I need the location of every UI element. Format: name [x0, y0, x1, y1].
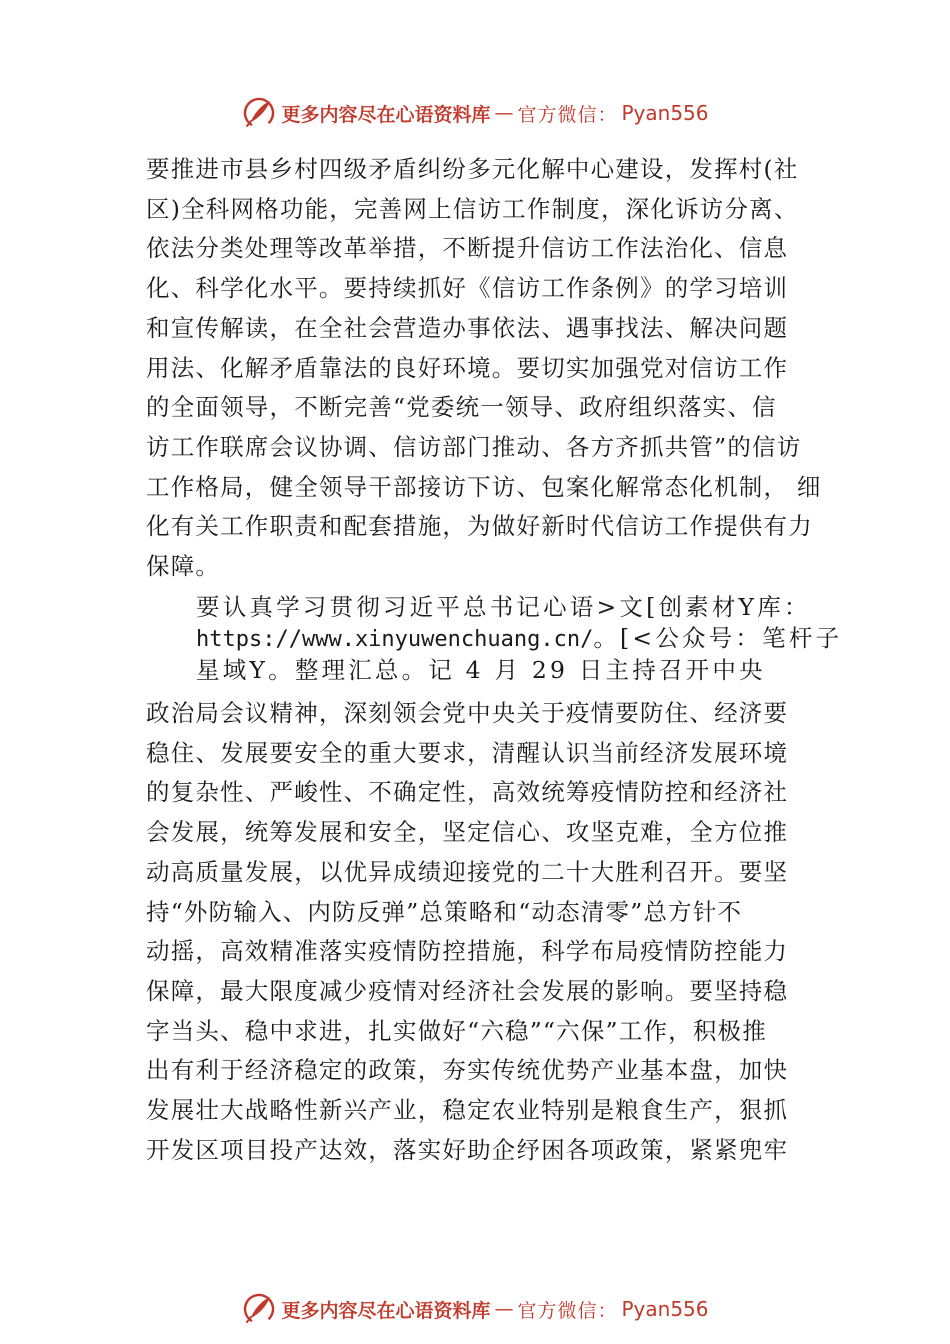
text-line: 开发区项目投产达效，落实好助企纾困各项政策，紧紧兜牢 [146, 1135, 789, 1164]
text-line: 区)全科网格功能，完善网上信访工作制度，深化诉访分离、 [146, 194, 799, 223]
banner-dash: — [494, 1298, 514, 1320]
banner-main-text: 更多内容尽在心语资料库 [281, 1299, 491, 1322]
text-line: 发展壮大战略性新兴产业，稳定农业特别是粮食生产，狠抓 [146, 1096, 789, 1125]
text-line: 化有关工作职责和配套措施，为做好新时代信访工作提供有力 [146, 512, 813, 541]
header-banner [0, 93, 950, 133]
text-line: 要推进市县乡村四级矛盾纠纷多元化解中心建设，发挥村(社 [146, 155, 799, 183]
text-line: 字当头、稳中求进，扎实做好“六稳”“六保”工作，积极推 [146, 1016, 767, 1045]
text-line: 动高质量发展，以优异成绩迎接党的二十大胜利召开。要坚 [146, 857, 789, 886]
banner-main-text: 更多内容尽在心语资料库 [281, 103, 491, 126]
paragraph-2 [196, 592, 843, 686]
banner-wechat-id: Pyan556 [621, 1297, 709, 1321]
banner-official-label: 官方微信： [517, 103, 618, 126]
text-line: 化、科学化水平。要持续抓好《信访工作条例》的学习培训 [146, 274, 789, 303]
text-line: 和宣传解读，在全社会营造办事依法、遇事找法、解决问题 [146, 313, 789, 342]
text-line: 持“外防输入、内防反弹”总策略和“动态清零”总方针不 [146, 897, 743, 926]
banner-dash: — [494, 102, 514, 124]
paragraph-3 [146, 694, 826, 1170]
text-line: 的复杂性、严峻性、不确定性，高效统筹疫情防控和经济社 [146, 778, 789, 807]
text-line: 出有利于经济稳定的政策，夯实传统优势产业基本盘，加快 [146, 1056, 789, 1085]
footer-banner [0, 1289, 950, 1329]
text-line: 工作格局，健全领导干部接访下访、包案化解常态化机制， 细 [146, 472, 822, 501]
text-line: 保障。 [146, 552, 221, 581]
text-fragment: 。[<公众号：笔杆子 [593, 624, 843, 652]
text-line: 政治局会议精神，深刻领会党中央关于疫情要防住、经济要 [146, 699, 789, 727]
text-line: 动摇，高效精准落实疫情防控措施，科学布局疫情防控能力 [146, 937, 789, 966]
text-line: 的全面领导，不断完善“党委统一领导、政府组织落实、信 [146, 393, 777, 422]
text-line: 星域Y。整理汇总。记 4 月 29 日主持召开中央 [196, 656, 766, 684]
banner-wechat-id: Pyan556 [621, 101, 709, 125]
text-line: 保障，最大限度减少疫情对经济社会发展的影响。要坚持稳 [146, 976, 789, 1005]
banner-official-label: 官方微信： [517, 1299, 618, 1322]
text-line: 用法、化解矛盾靠法的良好环境。要切实加强党对信访工作 [146, 353, 789, 382]
text-line: 会发展，统筹发展和安全，坚定信心、攻坚克难，全方位推 [146, 818, 789, 847]
text-line: 要认真学习贯彻习近平总书记心语>文[创素材Y库： [196, 593, 811, 621]
quill-pen-circle-icon [241, 1291, 277, 1327]
text-line: 依法分类处理等改革举措，不断提升信访工作法治化、信息 [146, 234, 789, 263]
website-url-text: https://www.xinyuwenchuang.cn/ [196, 627, 594, 652]
paragraph-1 [146, 150, 826, 587]
quill-pen-circle-icon [241, 95, 277, 131]
text-line [196, 623, 843, 655]
text-line: 稳住、发展要安全的重大要求，清醒认识当前经济发展环境 [146, 738, 789, 767]
text-line: 访工作联席会议协调、信访部门推动、各方齐抓共管”的信访 [146, 432, 802, 461]
